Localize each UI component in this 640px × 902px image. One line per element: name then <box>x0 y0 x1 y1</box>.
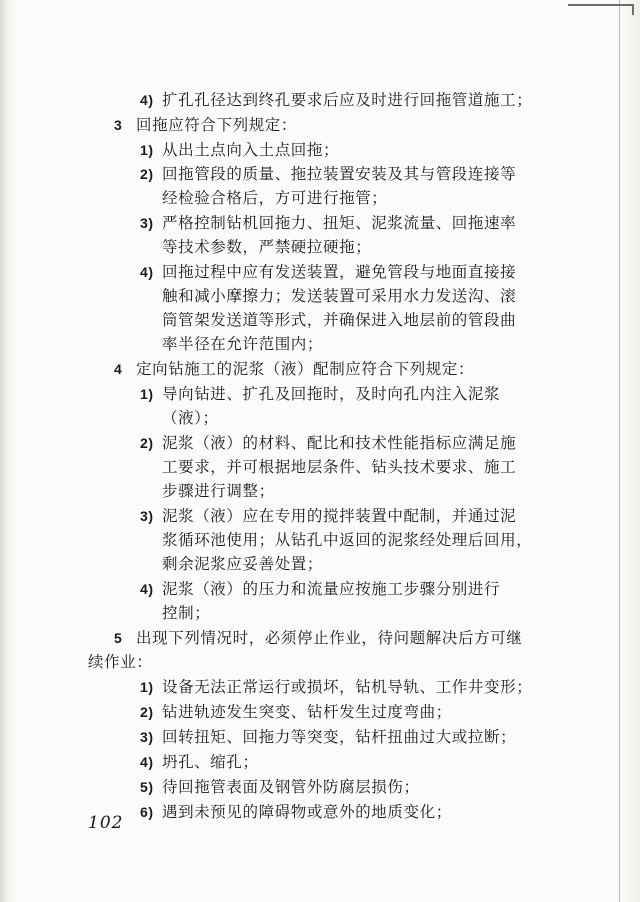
item-text: 严格控制钻机回拖力、扭矩、泥浆流量、回拖速率 <box>162 214 517 232</box>
item-text: 等技术参数，严禁硬拉硬拖； <box>162 238 372 256</box>
item-text: 导向钻进、扩孔及回拖时，及时向孔内注入泥浆 <box>162 385 501 403</box>
list-item <box>140 579 500 599</box>
section-text: 回拖应符合下列规定： <box>136 116 298 134</box>
list-item <box>140 164 516 184</box>
list-item <box>140 433 516 453</box>
item-text: 工要求，并可根据地层条件、钻头技术要求、施工 <box>162 458 517 476</box>
item-number: 3) <box>140 508 154 524</box>
list-item <box>140 213 516 233</box>
section-text: 定向钻施工的泥浆（液）配制应符合下列规定： <box>136 360 475 378</box>
item-text: 设备无法正常运行或损坏，钻机导轨、工作井变形； <box>162 678 533 696</box>
list-item <box>140 140 339 160</box>
section-heading <box>114 628 522 648</box>
list-item-continuation <box>162 286 516 306</box>
corner-mark <box>568 4 634 15</box>
item-text: 回拖管段的质量、拖拉装置安装及其与管段连接等 <box>162 165 517 183</box>
section-heading <box>114 115 297 135</box>
item-number: 3) <box>140 729 154 745</box>
item-number: 2) <box>140 704 154 720</box>
item-text: 待回拖管表面及钢管外防腐层损伤； <box>162 778 420 796</box>
item-number: 4) <box>140 92 154 108</box>
item-number: 3) <box>140 215 154 231</box>
list-item-continuation <box>162 481 275 501</box>
list-item-continuation <box>162 188 387 208</box>
item-text: 浆循环池使用；从钻孔中返回的泥浆经处理后回用， <box>162 531 533 549</box>
list-item <box>140 702 452 722</box>
section-text: 出现下列情况时，必须停止作业，待问题解决后方可继 <box>136 629 523 647</box>
list-item <box>140 777 420 797</box>
list-item <box>140 90 532 110</box>
item-text: 触和减小摩擦力；发送装置可采用水力发送沟、滚 <box>162 287 517 305</box>
section-continuation <box>88 652 152 672</box>
page-edge-line <box>619 0 620 902</box>
list-item-continuation <box>162 457 516 477</box>
item-number: 1) <box>140 679 154 695</box>
item-number: 2) <box>140 435 154 451</box>
item-text: 泥浆（液）的压力和流量应按施工步骤分别进行 <box>162 580 501 598</box>
item-text: 剩余泥浆应妥善处置； <box>162 555 324 573</box>
list-item-continuation <box>162 554 323 574</box>
item-text: 钻进轨迹发生突变、钻杆发生过度弯曲； <box>162 703 452 721</box>
item-number: 4) <box>140 754 154 770</box>
item-text: 泥浆（液）的材料、配比和技术性能指标应满足施 <box>162 434 517 452</box>
item-number: 1) <box>140 386 154 402</box>
list-item <box>140 752 259 772</box>
item-text: 坍孔、缩孔； <box>162 753 259 771</box>
item-text: 泥浆（液）应在专用的搅拌装置中配制，并通过泥 <box>162 507 517 525</box>
item-text: 从出土点向入土点回拖； <box>162 141 340 159</box>
page-number: 102 <box>88 813 124 833</box>
item-text: 控制； <box>162 604 211 622</box>
section-number: 3 <box>114 117 123 133</box>
item-text: 遇到未预见的障碍物或意外的地质变化； <box>162 803 452 821</box>
item-number: 4) <box>140 581 154 597</box>
list-item <box>140 802 452 822</box>
item-number: 2) <box>140 166 154 182</box>
item-number: 1) <box>140 142 154 158</box>
list-item <box>140 677 532 697</box>
item-number: 5) <box>140 779 154 795</box>
item-text: 回转扭矩、回拖力等突变，钻杆扭曲过大或拉断； <box>162 728 517 746</box>
section-number: 5 <box>114 630 123 646</box>
item-text: （液）； <box>162 409 219 427</box>
item-number: 4) <box>140 264 154 280</box>
list-item <box>140 727 516 747</box>
item-text: 率半径在允许范围内； <box>162 335 324 353</box>
section-number: 4 <box>114 361 123 377</box>
item-text: 筒管架发送道等形式，并确保进入地层前的管段曲 <box>162 311 517 329</box>
list-item-continuation <box>162 530 532 550</box>
section-text: 续作业： <box>88 653 153 671</box>
item-text: 回拖过程中应有发送装置，避免管段与地面直接接 <box>162 263 517 281</box>
item-text: 步骤进行调整； <box>162 482 275 500</box>
item-number: 6) <box>140 804 154 820</box>
item-text: 经检验合格后，方可进行拖管； <box>162 189 388 207</box>
item-text: 扩孔孔径达到终孔要求后应及时进行回拖管道施工； <box>162 91 533 109</box>
list-item-continuation <box>162 310 516 330</box>
list-item-continuation <box>162 603 210 623</box>
binding-shadow <box>0 0 8 902</box>
section-heading <box>114 359 474 379</box>
list-item-continuation <box>162 408 219 428</box>
list-item <box>140 506 516 526</box>
list-item-continuation <box>162 334 323 354</box>
list-item <box>140 384 500 404</box>
list-item-continuation <box>162 237 371 257</box>
list-item <box>140 262 516 282</box>
